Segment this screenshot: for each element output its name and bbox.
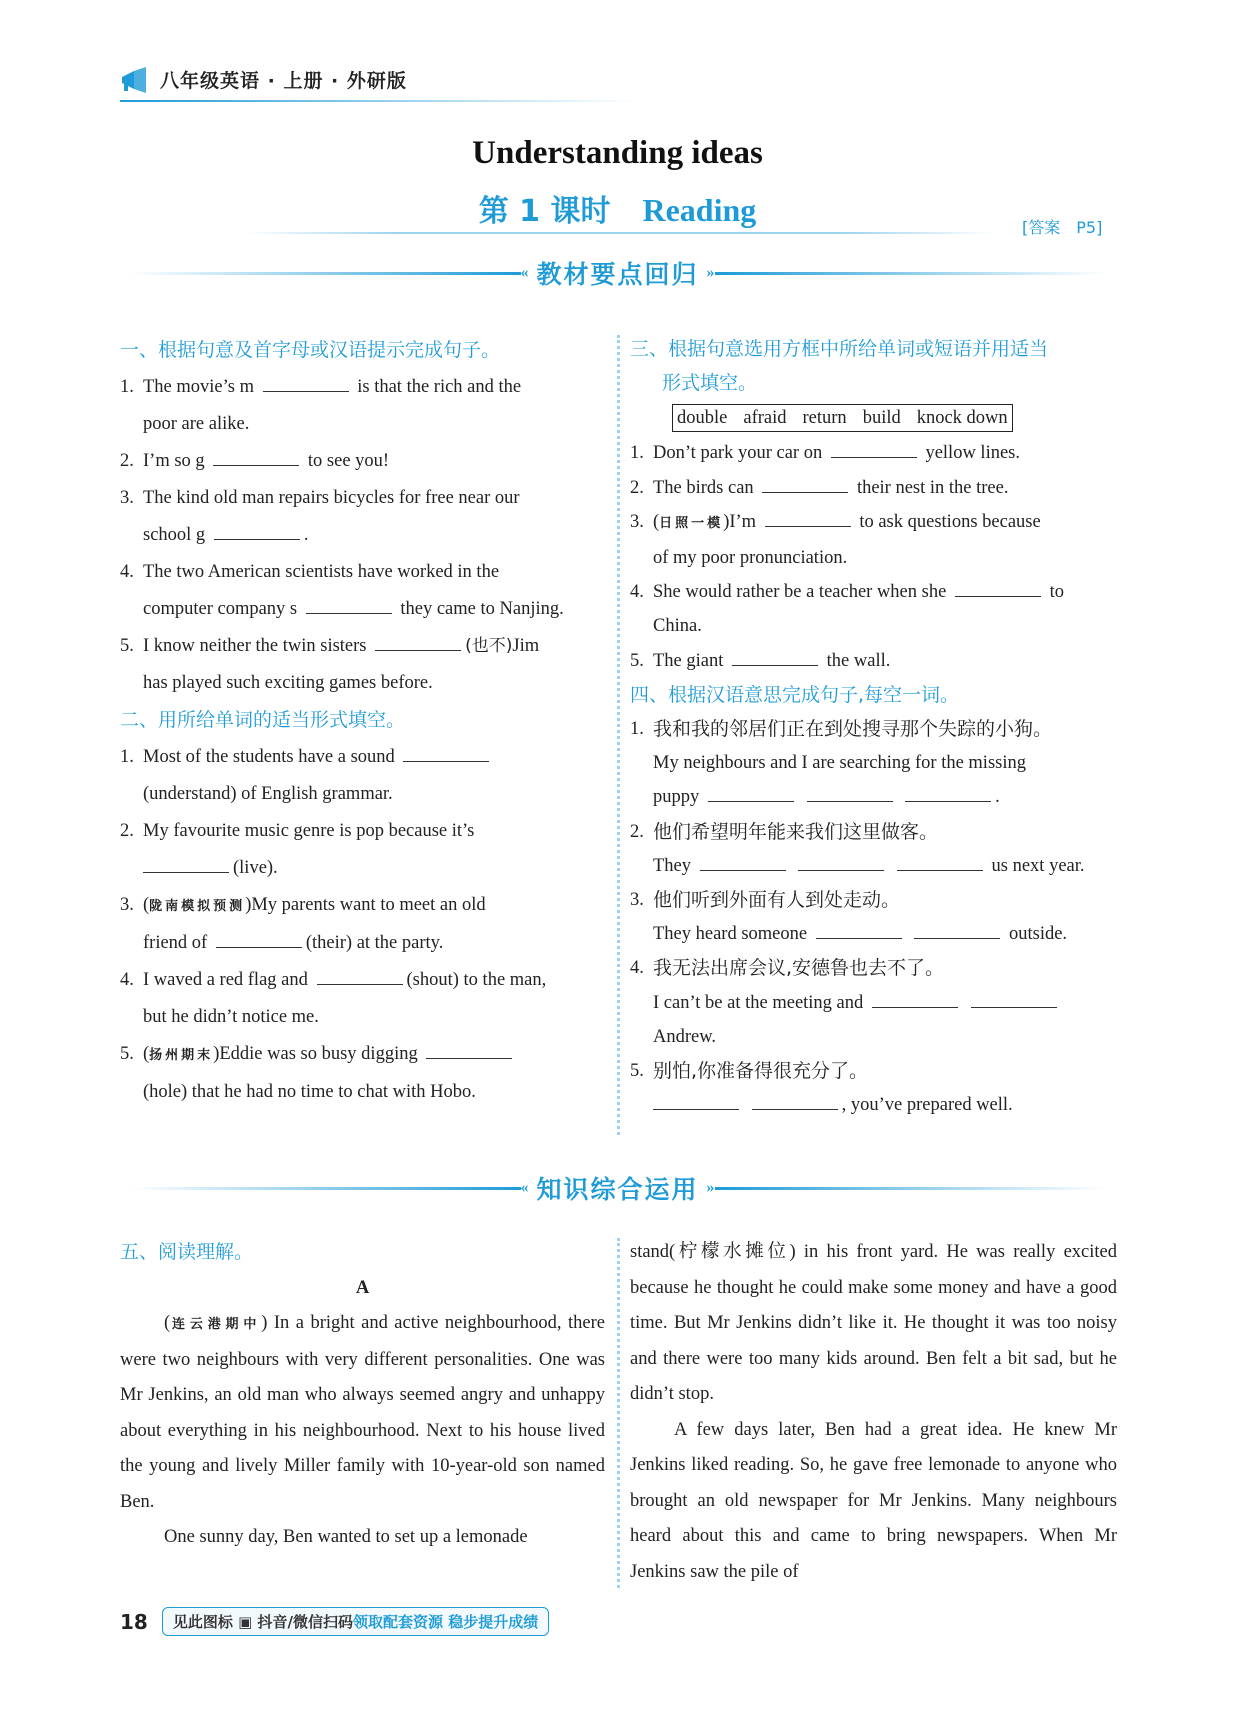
- answer-blank[interactable]: [143, 854, 229, 873]
- answer-blank[interactable]: [708, 783, 794, 802]
- header-divider: [120, 100, 640, 102]
- section-heading-1: 一、根据句意及首字母或汉语提示完成句子。: [120, 339, 501, 361]
- answer-blank[interactable]: [213, 447, 299, 466]
- question-1-3: 3. The kind old man repairs bicycles for free near our: [120, 488, 520, 508]
- column-divider: [617, 335, 620, 1135]
- section-banner-practice: [130, 1168, 1105, 1208]
- right-column: 三、根据句意选用方框中所给单词或短语并用适当 形式填空。 double afraid return build knock down 1. Don’t park your car on yellow lines. 2. The birds can their nest in the tree. 3. (日照一模)I’m to ask questions because of my poor pronunciation. 4. She would rather be a teacher when she to China. 5. The giant the wall. 四、根据汉语意思完成句子,每空一词。 1. 我和我的邻居们正在到处搜寻那个失踪的小狗。 My neighbours and I are searching for the missing puppy . 2. 他们希望明年能来我们这里做客。 They us next year. 3. 他们听到外面有人到处走动。 They heard someone outside. 4. 我无法出席会议,安德鲁也去不了。 I can’t be at the meeting and Andrew. 5. 别怕,你准备得很充分了。 , you’ve prepared well.: [630, 332, 1117, 1122]
- footer-promo: 见此图标 ▣ 抖音/微信扫码领取配套资源 稳步提升成绩: [162, 1607, 549, 1636]
- double-chevron-left-icon: «: [520, 264, 529, 281]
- section-heading-3: 三、根据句意选用方框中所给单词或短语并用适当: [630, 338, 1049, 360]
- megaphone-icon: [120, 67, 150, 93]
- double-chevron-left-icon: «: [520, 1179, 529, 1196]
- answer-blank[interactable]: [732, 647, 818, 666]
- source-tag: 扬州期末: [149, 1048, 214, 1063]
- answer-blank[interactable]: [955, 578, 1041, 597]
- answer-blank[interactable]: [216, 929, 302, 948]
- question-4-5: 5. 别怕,你准备得很充分了。: [630, 1060, 869, 1083]
- lesson-number: 第 1 课时: [478, 194, 611, 229]
- answer-blank[interactable]: [375, 632, 461, 651]
- answer-blank[interactable]: [317, 966, 403, 985]
- page-footer: [120, 1607, 549, 1636]
- answer-blank[interactable]: [872, 989, 958, 1008]
- header-title: 八年级英语 · 上册 · 外研版: [160, 70, 407, 92]
- question-3-1: 1. Don’t park your car on yellow lines.: [630, 436, 1117, 470]
- answer-blank[interactable]: [816, 920, 902, 939]
- question-1-5: 5. I know neither the twin sisters (也不)Jim: [120, 628, 605, 665]
- qr-scan-icon: ▣: [238, 1613, 253, 1631]
- question-3-5: 5. The giant the wall.: [630, 644, 1117, 678]
- reading-left-column: [120, 1235, 605, 1556]
- question-2-1: 1. Most of the students have a sound: [120, 739, 605, 776]
- answer-blank[interactable]: [653, 1091, 739, 1110]
- answer-blank[interactable]: [403, 743, 489, 762]
- answer-blank[interactable]: [306, 595, 392, 614]
- passage-paragraph-2-cont: stand(柠檬水摊位) in his front yard. He was really excited because he thought he could make some money and have a good time. But Mr Jenkins didn’t like it. He thought it was too noisy and there were too many kids around. Ben felt a bit sad, but he didn’t stop.: [630, 1242, 1117, 1404]
- question-4-1: 1. 我和我的邻居们正在到处搜寻那个失踪的小狗。: [630, 718, 1053, 741]
- double-chevron-right-icon: »: [706, 264, 715, 281]
- answer-reference: [答案 P5]: [1022, 218, 1103, 237]
- page-number: 18: [120, 1609, 148, 1634]
- answer-blank[interactable]: [798, 852, 884, 871]
- source-tag: 连云港期中: [170, 1317, 262, 1332]
- answer-blank[interactable]: [765, 508, 851, 527]
- section-banner-review: [130, 253, 1105, 293]
- question-2-4: 4. I waved a red flag and (shout) to the man,: [120, 962, 605, 999]
- passage-paragraph-1: (连云港期中) In a bright and active neighbourhood, there were two neighbours with very different personalities. One was Mr Jenkins, an old man who always seemed angry and unhappy about everything in his neighbourhood. Next to his house lived the young and lively Miller family with 10-year-old son named Ben.: [120, 1313, 605, 1512]
- lesson-name: Reading: [642, 192, 757, 228]
- answer-blank[interactable]: [897, 852, 983, 871]
- answer-blank[interactable]: [971, 989, 1057, 1008]
- answer-blank[interactable]: [807, 783, 893, 802]
- answer-blank[interactable]: [700, 852, 786, 871]
- passage-paragraph-3: A few days later, Ben had a great idea. He knew Mr Jenkins liked reading. So, he gave free lemonade to anyone who brought an old newspaper for Mr Jenkins. Many neighbours heard about this and came to bring newspapers. When Mr Jenkins saw the pile of: [630, 1419, 1117, 1582]
- question-3-2: 2. The birds can their nest in the tree.: [630, 471, 1117, 505]
- passage-letter: A: [355, 1277, 370, 1298]
- unit-title: Understanding ideas: [472, 135, 763, 171]
- answer-blank[interactable]: [914, 920, 1000, 939]
- question-1-2: 2. I’m so g to see you!: [120, 443, 605, 480]
- section-heading-4: 四、根据汉语意思完成句子,每空一词。: [630, 683, 960, 706]
- section-heading-5: 五、阅读理解。: [120, 1241, 254, 1263]
- answer-blank[interactable]: [214, 521, 300, 540]
- banner-title: 知识综合运用: [536, 1175, 699, 1204]
- answer-blank[interactable]: [831, 439, 917, 458]
- question-2-2: 2. My favourite music genre is pop because it’s: [120, 821, 475, 841]
- answer-blank[interactable]: [752, 1091, 838, 1110]
- question-4-2: 2. 他们希望明年能来我们这里做客。: [630, 820, 939, 843]
- question-3-3: 3. (日照一模)I’m to ask questions because: [630, 505, 1117, 541]
- banner-title: 教材要点回归: [536, 260, 699, 289]
- double-chevron-right-icon: »: [706, 1179, 715, 1196]
- column-divider: [617, 1238, 620, 1588]
- question-4-4: 4. 我无法出席会议,安德鲁也去不了。: [630, 957, 945, 980]
- answer-blank[interactable]: [905, 783, 991, 802]
- lesson-divider: [245, 232, 995, 234]
- answer-blank[interactable]: [426, 1040, 512, 1059]
- question-2-5: 5. (扬州期末)Eddie was so busy digging: [120, 1036, 605, 1074]
- question-4-3: 3. 他们听到外面有人到处走动。: [630, 889, 901, 912]
- question-1-4: 4. The two American scientists have worked in the: [120, 562, 500, 582]
- question-1-1: 1. The movie’s m is that the rich and the: [120, 369, 605, 406]
- passage-paragraph-2-start: One sunny day, Ben wanted to set up a lemonade: [164, 1527, 528, 1547]
- page-header: [120, 66, 407, 93]
- source-tag: 陇南模拟预测: [149, 899, 246, 914]
- left-column: 一、根据句意及首字母或汉语提示完成句子。 1. The movie’s m is that the rich and the poor are alike. 2. I’m so g to see you! 3. The kind old man repairs bicycles for free near our school g . 4. The two American scientists have worked in the computer company s they came to Nanjing. 5. I know neither the twin sisters (也不)Jim has played such exciting games before. 二、用所给单词的适当形式填空。 1. Most of the students have a sound (understand) of English grammar. 2. My favourite music genre is pop because it’s (live). 3. (陇南模拟预测)My parents want to meet an old friend of (their) at the party. 4. I waved a red flag and (shout) to the man, but he didn’t notice me. 5. (扬州期末)Eddie was so busy digging (hole) that he had no time to chat with Hobo.: [120, 332, 605, 1111]
- reading-right-column: [630, 1235, 1117, 1590]
- question-3-4: 4. She would rather be a teacher when she to: [630, 575, 1117, 609]
- section-heading-2: 二、用所给单词的适当形式填空。: [120, 709, 406, 731]
- source-tag: 日照一模: [659, 515, 724, 531]
- answer-blank[interactable]: [762, 474, 848, 493]
- question-2-3: 3. (陇南模拟预测)My parents want to meet an old: [120, 895, 486, 915]
- word-box: double afraid return build knock down: [672, 404, 1013, 432]
- answer-blank[interactable]: [263, 373, 349, 392]
